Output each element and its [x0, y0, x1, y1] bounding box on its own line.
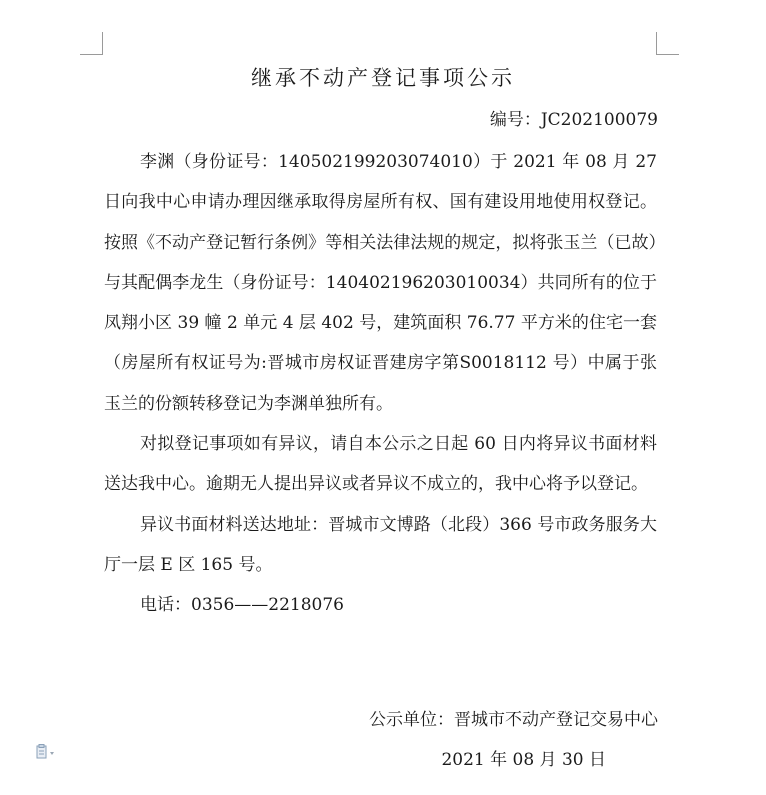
document-body: [104, 142, 657, 626]
page-corner-mark-top-right: [656, 32, 679, 55]
document-title: 继承不动产登记事项公示: [251, 66, 515, 90]
document-number: [490, 106, 658, 134]
paste-options-icon[interactable]: [36, 744, 56, 760]
paragraph-phone: 电话：0356——2218076: [140, 595, 344, 616]
publisher-label: 公示单位：: [369, 710, 454, 730]
document-number-label: 编号：: [489, 110, 541, 130]
document-number-value: JC202100079: [540, 110, 658, 130]
page-corner-mark-top-left: [80, 32, 103, 55]
publisher-value: 晋城市不动产登记交易中心: [454, 710, 658, 730]
paragraph-address: 异议书面材料送达地址：晋城市文博路（北段）366 号市政务服务大厅一层 E 区 165 号。: [104, 514, 657, 575]
publisher-line: [369, 702, 658, 738]
paragraph-objection: 对拟登记事项如有异议，请自本公示之日起 60 日内将异议书面材料送达我中心。逾期无人提出异议或者异议不成立的，我中心将予以登记。: [104, 434, 657, 495]
paragraph-announcement: 李渊（身份证号：140502199203074010）于 2021 年 08 月 27 日向我中心申请办理因继承取得房屋所有权、国有建设用地使用权登记。按照《不动产登记暂行条例》等相关法律法规的规定，拟将张玉兰（已故）与其配偶李龙生（身份证号：140402196203010034）共同所有的位于凤翔小区 39 幢 2 单元 4 层 402 号，建筑面积 76.77 平方米的住宅一套（房屋所有权证号为:晋城市房权证晋建房字第S0018112 号）中属于张玉兰的份额转移登记为李渊单独所有。: [104, 152, 657, 414]
publish-date: 2021 年 08 月 30 日: [441, 750, 606, 770]
